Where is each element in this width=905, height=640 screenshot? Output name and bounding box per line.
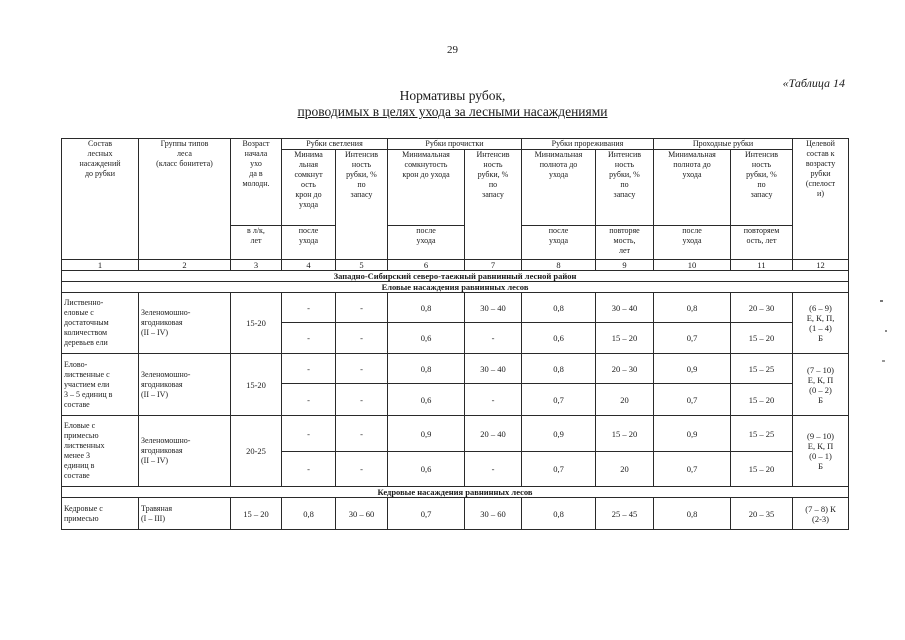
value-cell: 0,8 xyxy=(654,293,731,323)
table-title xyxy=(0,88,905,120)
column-number: 2 xyxy=(139,260,231,271)
value-cell: 0,7 xyxy=(522,384,596,416)
header-svet-min-density: Минима льная сомкнут ость крон до ухода xyxy=(282,150,336,226)
value-cell: - xyxy=(336,323,388,354)
value-cell: 15 – 20 xyxy=(731,323,793,354)
forest-type-cell: Травяная (I – III) xyxy=(139,498,231,530)
target-composition-cell: (9 – 10) Е, К, П (0 – 1) Б xyxy=(793,416,849,487)
value-cell: 0,6 xyxy=(388,452,465,487)
value-cell: 15 – 20 xyxy=(731,384,793,416)
header-composition: Состав лесных насаждений до рубки xyxy=(62,139,139,260)
value-cell: - xyxy=(336,384,388,416)
header-group-prorezhivanie: Рубки прореживания xyxy=(522,139,654,150)
column-number: 6 xyxy=(388,260,465,271)
value-cell: - xyxy=(336,416,388,452)
region-row: Западно-Сибирский северо-таежный равнинный лесной район xyxy=(62,271,849,282)
value-cell: 15 – 25 xyxy=(731,354,793,384)
header-target-composition: Целевой состав к возрасту рубки (спелост и) xyxy=(793,139,849,260)
header-prohod-min-fullness: Минимальная полнота до ухода xyxy=(654,150,731,226)
value-cell: - xyxy=(336,354,388,384)
value-cell: 15 – 20 xyxy=(596,416,654,452)
table-row xyxy=(62,293,849,323)
composition-cell: Елово- лиственные с участием ели 3 – 5 единиц в составе xyxy=(62,354,139,416)
value-cell: 0,7 xyxy=(654,323,731,354)
section-heading-cedar: Кедровые насаждения равнинных лесов xyxy=(62,487,849,498)
value-cell: 0,9 xyxy=(522,416,596,452)
column-number: 12 xyxy=(793,260,849,271)
value-cell: - xyxy=(282,452,336,487)
value-cell: - xyxy=(336,293,388,323)
header-svet-after: после ухода xyxy=(282,226,336,260)
value-cell: 0,9 xyxy=(654,416,731,452)
column-number: 9 xyxy=(596,260,654,271)
value-cell: 0,8 xyxy=(388,293,465,323)
header-age-unit: в л/к, лет xyxy=(231,226,282,260)
value-cell: 30 – 60 xyxy=(465,498,522,530)
value-cell: 20 xyxy=(596,452,654,487)
header-forest-type: Группы типов леса (класс бонитета) xyxy=(139,139,231,260)
header-proch-min-density: Минимальная сомкнутость крон до ухода xyxy=(388,150,465,226)
header-group-prohodnye: Проходные рубки xyxy=(654,139,793,150)
value-cell: - xyxy=(465,452,522,487)
target-composition-cell: (7 – 10) Е, К, П (0 – 2) Б xyxy=(793,354,849,416)
table-label: «Таблица 14 xyxy=(782,76,845,90)
header-prorezh-repeat: повторяе мость, лет xyxy=(596,226,654,260)
value-cell: - xyxy=(282,293,336,323)
column-number: 3 xyxy=(231,260,282,271)
value-cell: 30 – 40 xyxy=(465,354,522,384)
start-age-cell: 15-20 xyxy=(231,293,282,354)
value-cell: 20 xyxy=(596,384,654,416)
table-title-line2: проводимых в целях ухода за лесными насаждениями xyxy=(297,104,608,119)
header-svet-intensity: Интенсив ность рубки, % по запасу xyxy=(336,150,388,260)
value-cell: 20 – 40 xyxy=(465,416,522,452)
value-cell: 0,7 xyxy=(522,452,596,487)
target-composition-cell: (6 – 9) Е, К, П, (1 – 4) Б xyxy=(793,293,849,354)
start-age-cell: 15 – 20 xyxy=(231,498,282,530)
value-cell: 0,8 xyxy=(522,293,596,323)
header-prorezh-min-fullness: Минимальная полнота до ухода xyxy=(522,150,596,226)
table-row xyxy=(62,498,849,530)
value-cell: 20 – 35 xyxy=(731,498,793,530)
composition-cell: Лиственно- еловые с достаточным количеством деревьев ели xyxy=(62,293,139,354)
table-row xyxy=(62,416,849,452)
header-group-svetlenie: Рубки светления xyxy=(282,139,388,150)
value-cell: - xyxy=(465,384,522,416)
value-cell: 0,9 xyxy=(654,354,731,384)
column-number: 4 xyxy=(282,260,336,271)
header-prorezh-intensity: Интенсив ность рубки, % по запасу xyxy=(596,150,654,226)
value-cell: - xyxy=(282,416,336,452)
header-proch-intensity: Интенсив ность рубки, % по запасу xyxy=(465,150,522,260)
forest-type-cell: Зеленомошно- ягодниковая (II – IV) xyxy=(139,293,231,354)
value-cell: 0,8 xyxy=(388,354,465,384)
value-cell: 0,9 xyxy=(388,416,465,452)
value-cell: 0,8 xyxy=(522,354,596,384)
value-cell: - xyxy=(465,323,522,354)
table-title-line1: Нормативы рубок, xyxy=(399,88,506,103)
value-cell: 0,7 xyxy=(654,452,731,487)
header-group-prochistka: Рубки прочистки xyxy=(388,139,522,150)
value-cell: - xyxy=(282,323,336,354)
value-cell: - xyxy=(282,354,336,384)
forest-type-cell: Зеленомошно- ягодниковая (II – IV) xyxy=(139,354,231,416)
start-age-cell: 20-25 xyxy=(231,416,282,487)
value-cell: 15 – 20 xyxy=(596,323,654,354)
table-row xyxy=(62,354,849,384)
value-cell: 0,8 xyxy=(522,498,596,530)
scan-speck xyxy=(885,330,887,332)
value-cell: - xyxy=(336,452,388,487)
value-cell: 0,7 xyxy=(654,384,731,416)
header-prohod-after: после ухода xyxy=(654,226,731,260)
forest-type-cell: Зеленомошно- ягодниковая (II – IV) xyxy=(139,416,231,487)
value-cell: 20 – 30 xyxy=(731,293,793,323)
header-prohod-repeat: повторяем ость, лет xyxy=(731,226,793,260)
value-cell: 30 – 40 xyxy=(465,293,522,323)
value-cell: 15 – 25 xyxy=(731,416,793,452)
value-cell: - xyxy=(282,384,336,416)
column-number: 7 xyxy=(465,260,522,271)
page-number: 29 xyxy=(447,44,458,56)
value-cell: 0,6 xyxy=(522,323,596,354)
header-prorezh-after: после ухода xyxy=(522,226,596,260)
target-composition-cell: (7 – 8) К (2-3) xyxy=(793,498,849,530)
column-number: 10 xyxy=(654,260,731,271)
column-number: 1 xyxy=(62,260,139,271)
value-cell: 30 – 60 xyxy=(336,498,388,530)
composition-cell: Кедровые с примесью xyxy=(62,498,139,530)
column-number: 8 xyxy=(522,260,596,271)
value-cell: 20 – 30 xyxy=(596,354,654,384)
logging-norms-table xyxy=(61,138,849,530)
value-cell: 0,7 xyxy=(388,498,465,530)
value-cell: 0,8 xyxy=(282,498,336,530)
header-start-age: Возраст начала ухо да в молодн. xyxy=(231,139,282,226)
column-number: 11 xyxy=(731,260,793,271)
scan-speck xyxy=(882,360,885,362)
value-cell: 30 – 40 xyxy=(596,293,654,323)
header-prohod-intensity: Интенсив ность рубки, % по запасу xyxy=(731,150,793,226)
start-age-cell: 15-20 xyxy=(231,354,282,416)
value-cell: 15 – 20 xyxy=(731,452,793,487)
composition-cell: Еловые с примесью лиственных менее 3 единиц в составе xyxy=(62,416,139,487)
value-cell: 0,6 xyxy=(388,323,465,354)
column-number: 5 xyxy=(336,260,388,271)
section-heading-spruce: Еловые насаждения равнинных лесов xyxy=(62,282,849,293)
scan-speck xyxy=(880,300,883,302)
value-cell: 25 – 45 xyxy=(596,498,654,530)
header-proch-after: после ухода xyxy=(388,226,465,260)
value-cell: 0,8 xyxy=(654,498,731,530)
value-cell: 0,6 xyxy=(388,384,465,416)
